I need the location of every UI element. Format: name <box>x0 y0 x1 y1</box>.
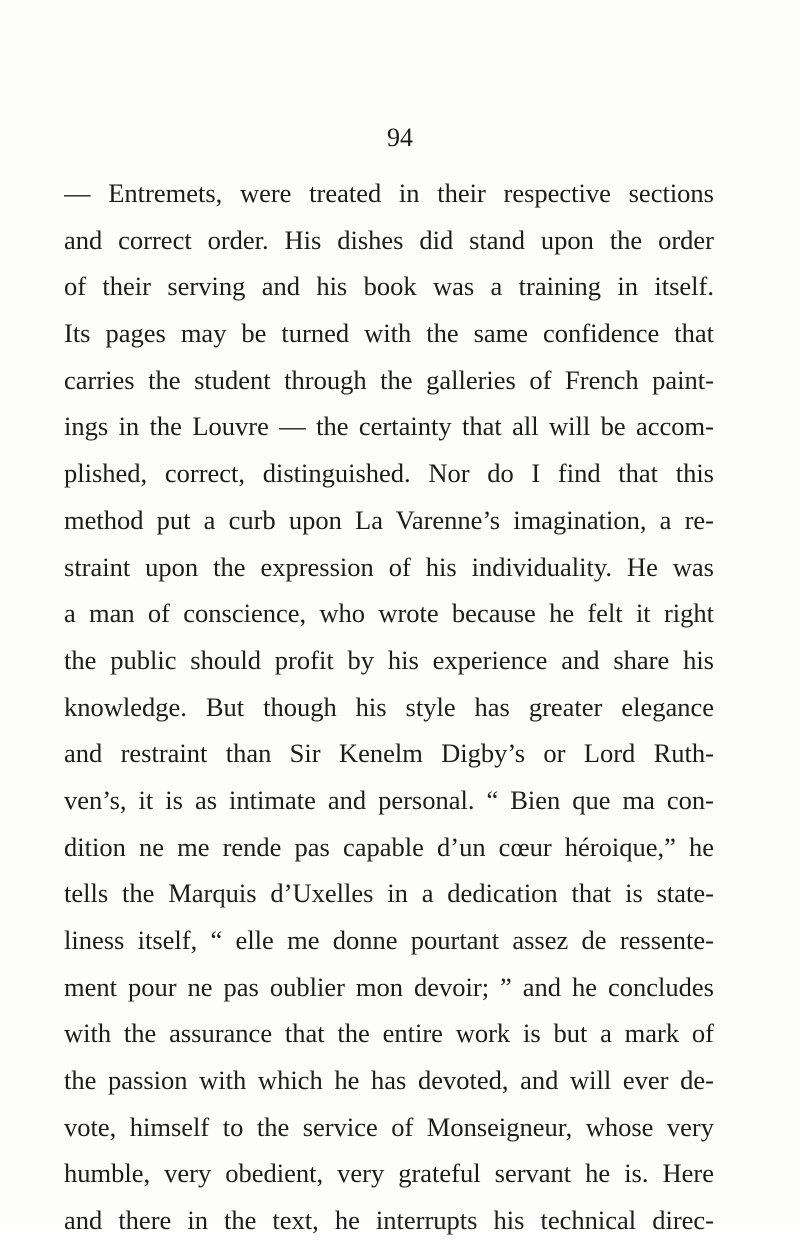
text-line: with the assurance that the entire work is but a mark of <box>64 1018 714 1049</box>
text-line: and correct order. His dishes did stand upon the order <box>64 224 714 255</box>
text-line: liness itself, “ elle me donne pourtant assez de ressente- <box>64 925 714 955</box>
text-line: plished, correct, distinguished. Nor do I find that this <box>64 458 714 489</box>
text-line: knowledge. But though his style has greater elegance <box>64 691 714 722</box>
text-line: and restraint than Sir Kenelm Digby’s or Lord Ruth- <box>64 738 714 769</box>
text-line: of their serving and his book was a training in itself. <box>64 271 714 302</box>
text-line: carries the student through the galleries of French paint- <box>64 364 714 395</box>
text-line: straint upon the expression of his individuality. He was <box>64 551 714 582</box>
text-line: ment pour ne pas oublier mon devoir; ” and he concludes <box>64 971 714 1002</box>
page-number: 94 <box>387 123 413 152</box>
text-line: the public should profit by his experience and share his <box>64 644 714 675</box>
text-line: a man of conscience, who wrote because he felt it right <box>64 598 714 629</box>
text-line: humble, very obedient, very grateful servant he is. Here <box>64 1158 714 1189</box>
text-line: and there in the text, he interrupts his technical direc- <box>64 1205 714 1236</box>
text-line: method put a curb upon La Varenne’s imagination, a re- <box>64 504 714 535</box>
text-line: vote, himself to the service of Monseigneur, whose very <box>64 1111 714 1142</box>
text-line: ings in the Louvre — the certainty that all will be accom- <box>64 411 714 442</box>
text-line: Its pages may be turned with the same confidence that <box>64 318 714 349</box>
text-line: dition ne me rende pas capable d’un cœur héroique,” he <box>64 831 714 862</box>
text-line: — Entremets, were treated in their respective sections <box>64 178 714 208</box>
text-line: the passion with which he has devoted, and will ever de- <box>64 1065 714 1096</box>
text-line: ven’s, it is as intimate and personal. “ Bien que ma con- <box>64 784 714 815</box>
text-line: tells the Marquis d’Uxelles in a dedication that is state- <box>64 878 714 909</box>
body-text <box>64 170 714 1244</box>
